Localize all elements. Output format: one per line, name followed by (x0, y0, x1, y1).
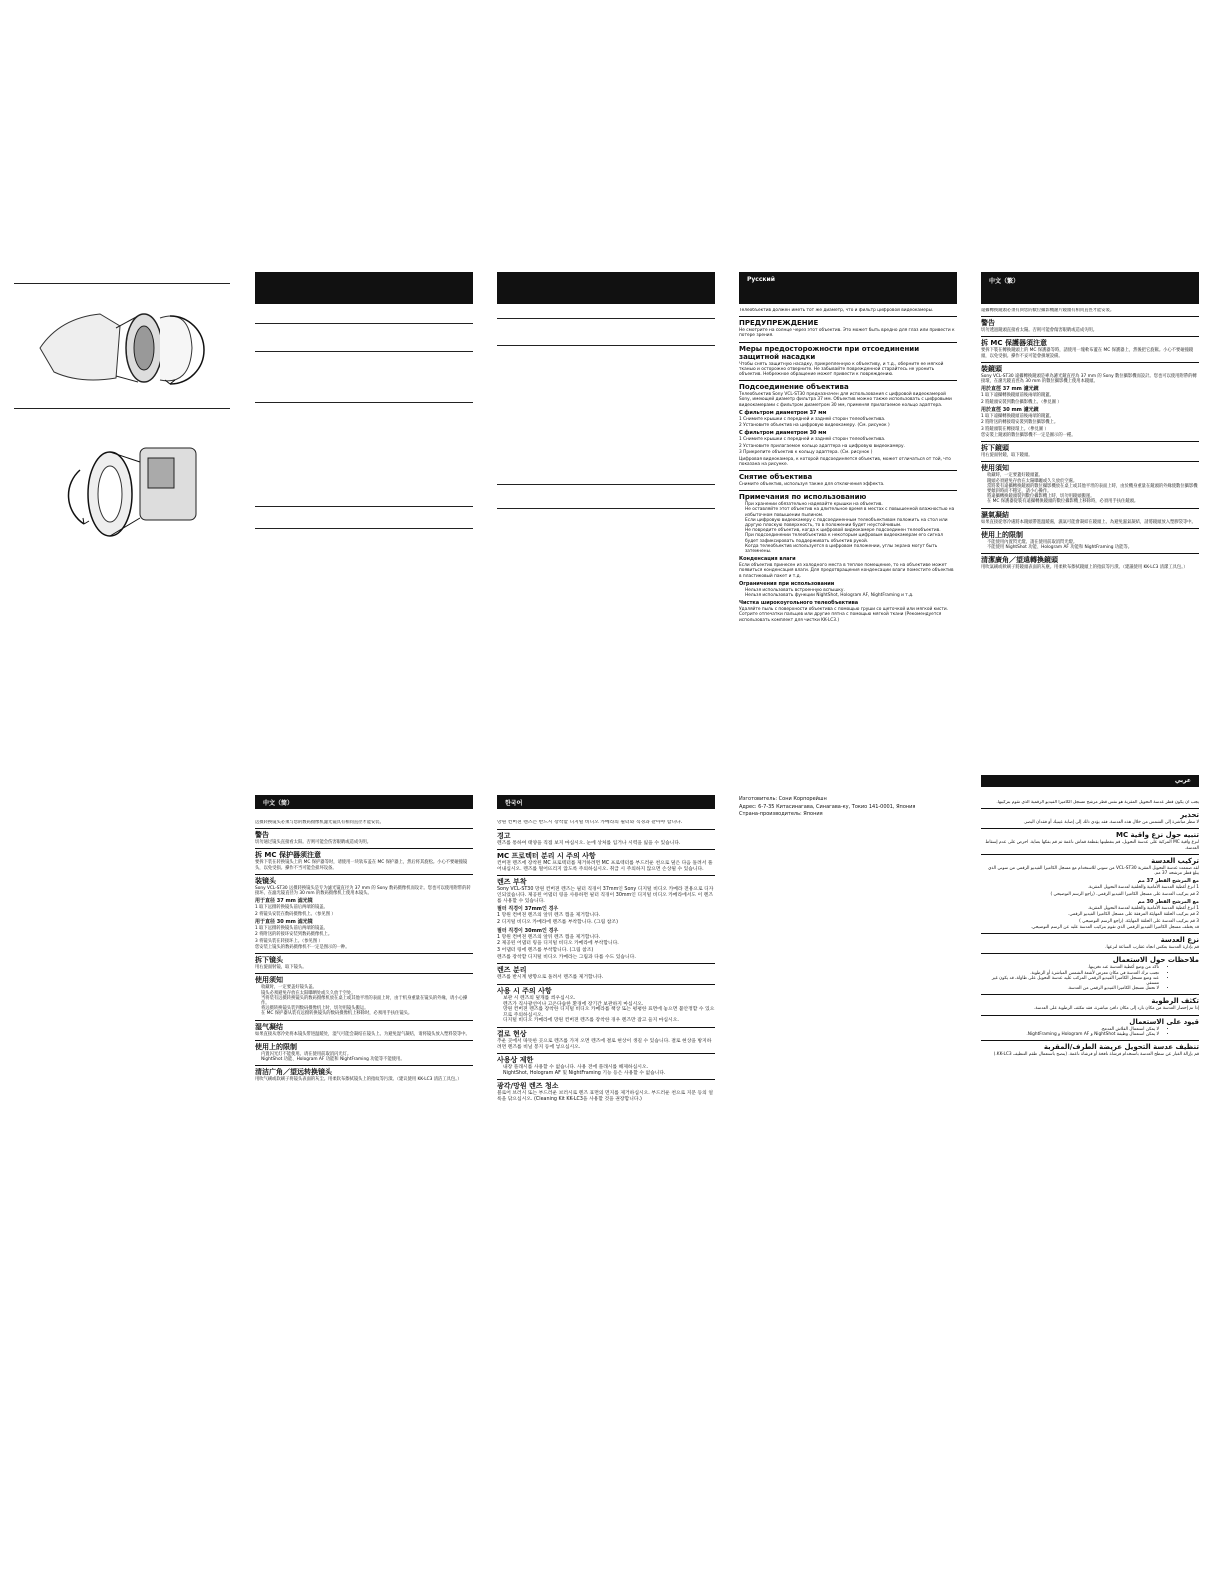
zhtw-limit-title: 使用上的限制 (981, 528, 1199, 539)
zhcn-lang-label: 中文（简） (263, 800, 294, 807)
list-item: • تجنب ترك العدسة في مكان معرض لأشعة الشمس المباشرة أو الرطوبة. (987, 971, 1159, 976)
ru-manufacturer (739, 796, 957, 836)
zhtw-warning-text: 切勿透過鏡頭直接看太陽。否則可能會傷害眼睛或造成失明。 (981, 328, 1098, 334)
ko-lang-label: 한국어 (505, 800, 523, 807)
figure-rule-top (14, 283, 230, 284)
zhcn-f37-step: 2 将镜头安装在数码摄像机上。（参见图 ） (255, 911, 336, 917)
illustration-lens-attach (40, 428, 200, 548)
zhtw-remove-title: 拆下鏡頭 (981, 441, 1199, 452)
ar-notes-list (981, 965, 1199, 991)
zhcn-attach-title: 装镜头 (255, 874, 473, 885)
list-item: • При хранении обязательно надевайте крышки на объектив. (745, 502, 957, 507)
list-item: • Не повредите объектив, когда к цифровой видеокамере подсоединен телеобъектив. (745, 528, 957, 533)
ru-lang-label: Русский (747, 276, 775, 283)
ru-address: Адрес: 6-7-35 Китасинагава, Синагава-ку, Токио 141-0001, Япония (739, 803, 916, 810)
ko-f37-step: 2 디지털 비디오 카메라에 렌즈를 부착합니다. (그림 참조) (497, 919, 618, 925)
zhtw-f37-step: 1 取下遠攝轉換鏡頭前後兩端的鏡蓋。 (981, 393, 1054, 399)
zhcn-notes-list (255, 985, 473, 1016)
zhcn-notes-title: 使用须知 (255, 973, 473, 984)
ar-header (981, 775, 1199, 787)
ko-f30-step: 1 망원 컨버젼 렌즈의 앞뒤 렌즈 캡을 제거합니다. (497, 934, 601, 940)
ru-attach-text: Телеобъектив Sony VCL-ST30 предназначен для использования с цифровой видеокамерой Sony, имеющей диаметр фильтра 37 мм. Объектив можно также использовать с цифровыми видеокамерами с фильтром диаметром 30 мм, применяя прилагаемое кольцо адаптера. (739, 392, 952, 408)
list-item: • تأكد من وضع أغطية العدسة عند تخزينها. (987, 965, 1159, 970)
list-item: • Если цифровую видеокамеру с подсоединенным телеобъективом положить на стол или другую плоскую поверхность, то в положении будет неустойчивым. (745, 518, 957, 528)
ru-f30-step: 1 Снимите крышки с передней и задней сторон телеобъектива. (739, 437, 886, 443)
zhtw-f30-step: 1 取下遠攝轉換鏡頭前後兩端的鏡蓋。 (981, 413, 1054, 419)
ko-f30-step: 3 어댑터 링에 렌즈를 부착합니다. (그림 참조) (497, 948, 594, 954)
figure-rule-mid (14, 408, 230, 409)
ru-intro: Телеобъектив должен иметь тот же диаметр, что и фильтр цифровой видеокамеры. (739, 308, 934, 313)
divider (255, 528, 473, 529)
ko-notes-list (497, 996, 715, 1024)
ru-f30-title: С фильтром диаметром 30 мм (739, 430, 827, 437)
zhtw-mc-text: 要拆下裝在轉換鏡頭上的 MC 保護器等時，請使用一塊軟布蓋在 MC 保護器上，然後把它旋鬆。小心不要碰撞鏡頭，以免受損。操作不妥可能會損壞設備。 (981, 348, 1194, 359)
ru-cond-text: Если объектив принесен из холодного места в теплое помещение, то на объективе может появиться конденсация влаги. Для предотвращения конденсации влаги поместите объектив в пластиковый пакет и т.д. (739, 563, 954, 579)
ko-warning-title: 경고 (497, 829, 715, 840)
divider (255, 351, 473, 352)
divider (255, 323, 473, 324)
ru-attach-title: Подсоединение объектива (739, 380, 957, 391)
list-item: • 将远摄转换镜头装到数码摄像机上时，切勿用镜头搬运。 (261, 1006, 473, 1011)
ko-clean-title: 광각/망원 렌즈 청소 (497, 1079, 715, 1090)
zhtw-warning-title: 警告 (981, 316, 1199, 327)
divider (497, 484, 715, 485)
ko-mc-text: 컨버젼 렌즈에 장착된 MC 프로텍터를 제거하려면 MC 프로텍터를 부드러운 천으로 덮은 다음 돌려서 풀어내십시오. 렌즈를 떨어뜨리지 않도록 주의하십시오. 취급 시 주의하지 않으면 손상될 수 있습니다. (497, 861, 713, 872)
ar-cond-text: إذا تم إحضار العدسة من مكان بارد إلى مكان دافئ مباشرة، فقد تتكثف الرطوبة على العدسة. (1033, 1006, 1199, 1012)
ar-f37-step: 2 قم بتركيب العدسة على مسجل الكاميرا الفيديو الرقمي. (راجع الرسم التوضيحي ) (1050, 891, 1199, 897)
zhcn-cond-title: 湿气凝结 (255, 1020, 473, 1031)
zhcn-clean-title: 清洁广角／望远转换镜头 (255, 1065, 473, 1076)
list-item: • لا يمكن استعمال وظيفة NightShot و Hologram AF و NightFraming. (987, 1032, 1159, 1037)
ko-mc-title: MC 프로텍터 분리 시 주의 사항 (497, 849, 715, 860)
ru-warning-text: Не смотрите на солнце через этот объектив. Это может быть вредно для глаз или привести к потере зрения. (739, 328, 955, 339)
zhtw-clean-title: 清潔廣角／望遠轉換鏡頭 (981, 553, 1199, 564)
list-item: • Когда телеобъектив используется в цифровом положении, углы экрана могут быть затемнены. (745, 544, 957, 554)
ko-attach-text: Sony VCL-ST30 망원 컨버젼 렌즈는 필터 직경이 37mm인 Sony 디지털 비디오 카메라 전용으로 디자인되었습니다. 제공된 어댑터 링을 사용하면 필터 직경이 30mm인 디지털 비디오 카메라에서도 이 렌즈를 사용할 수 있습니다. (497, 887, 714, 904)
ko-f37-step: 1 망원 컨버젼 렌즈의 앞뒤 렌즈 캡을 제거합니다. (497, 913, 601, 919)
zhcn-clean-text: 用吹气刷或软刷子将镜头表面的灰尘。用柔软布擦拭镜头上的指纹等污渍。（建议使用 KK-LC3 清洁工具包。） (255, 1077, 462, 1083)
illustration-lens-cap-removal (20, 288, 220, 400)
ko-warning-text: 렌즈를 통하여 태양을 직접 보지 마십시오. 눈에 상처를 입거나 시력을 잃을 수 있습니다. (497, 840, 681, 846)
ar-attach-text: لقد صممت عدسة التحويل المقربة VCL-ST30 من سوني للاستخدام مع مسجل الكاميرا الفيديو الرقمي من سوني الذي يبلغ قطر مرشحه 37 مم. (988, 865, 1199, 877)
zhcn-f37-title: 用于直径 37 mm 滤光镜 (255, 898, 313, 905)
list-item: • 不能使用內置閃光燈。請在使用前取消閃光燈。 (987, 540, 1199, 545)
zhcn-mc-title: 拆 MC 保护器须注意 (255, 848, 473, 859)
ko-column (497, 820, 715, 1310)
ar-remove-text: قم بإدارة العدسة بعكس اتجاه عقارب الساعة لنزعها. (1105, 945, 1199, 951)
ar-limit-list (981, 1027, 1199, 1037)
ru-limit-list (739, 588, 957, 598)
zhtw-f30-step: 2 將附送的轉接環安裝到數位攝影機上。 (981, 420, 1059, 426)
zhtw-f37-title: 用於直徑 37 mm 濾光鏡 (981, 386, 1039, 393)
zhtw-intro: 遠攝轉換鏡頭必須有與您的數位攝影機濾片鏡頭有相同直徑才能安裝。 (981, 308, 1115, 313)
ru-mc-text: Чтобы снять защитную насадку, прикрепленную к объективу, и т.д., оберните ее мягкой тканью и осторожно отверните. Не забывайте поврежденной старайтесь не уронить объектив. Небрежное обращение может привести к повреждению. (739, 361, 944, 378)
figure-a (20, 288, 220, 400)
ru-mc-title: Меры предосторожности при отсоединении защитной насадки (739, 342, 957, 361)
zhtw-clean-text: 用吹氣刷或軟刷子將鏡頭表面的灰塵。用柔軟布擦拭鏡頭上的指紋等污漬。（建議使用 KK-LC3 清潔工具包。） (981, 565, 1188, 571)
ko-f30-step: 2 제공된 어댑터 링을 디지털 비디오 카메라에 부착합니다. (497, 941, 619, 947)
ar-f30-step: 1 انزع أغطية العدسة الأمامية والخلفية لعدسة التحويل المقربة. (1087, 905, 1199, 911)
list-item: • عند وضع مسجل الكاميرا الفيديو الرقمي المركب عليه عدسة التحويل على طاولة، قد يكون غير مستقر. (987, 976, 1159, 986)
ar-f30-title: مع المرشح القطر 30 مم (1137, 898, 1199, 905)
ru-f30-step: 2 Установите прилагаемое кольцо адаптера на цифровую видеокамеру. (739, 443, 905, 449)
ar-attach-title: تركيب العدسة (981, 854, 1199, 865)
ru-warning-title: ПРЕДУПРЕЖДЕНИЕ (739, 316, 957, 327)
ar-clean-title: تنظيف عدسة التحويل عريضة الطرف/المقربة (981, 1040, 1199, 1051)
list-item: • 當將裝有遠攝轉換鏡頭的數位攝影機放在桌上或其他平坦的表面上時，由於機身重量在鏡頭的外緣使數位攝影機要傾斜時而不穩定，請小心操作。 (987, 484, 1199, 494)
divider (497, 345, 715, 346)
list-item: • 内置闪光灯不能使用。请在使用前取消闪光灯。 (261, 1052, 473, 1057)
ko-figure-note: 렌즈를 장착할 디지털 비디오 카메라는 그림과 다를 수도 있습니다. (497, 954, 636, 960)
ar-cond-title: تكثف الرطوبة (981, 994, 1199, 1005)
ko-remove-text: 렌즈를 반시계 방향으로 돌려서 렌즈를 제거합니다. (497, 975, 604, 981)
divider (255, 506, 473, 507)
zhtw-f37-step: 2 將鏡頭安裝到數位攝影機上。（參見圖 ） (981, 399, 1062, 405)
ko-f37-title: 필터 직경이 37mm인 경우 (497, 906, 559, 913)
ko-clean-text: 블로어 브러시 또는 부드러운 브러시로 렌즈 표면의 먼지를 제거하십시오. 부드러운 천으로 지문 등의 얼룩을 닦으십시오. (Cleaning Kit KK-LC3을 사용할 것을 권장합니다.) (497, 1091, 713, 1102)
list-item: • 보관 시 렌즈의 덮개를 씌우십시오. (503, 996, 715, 1002)
ru-header (739, 272, 957, 304)
ru-remove-text: Снимите объектив, используя также для отключения эффекта. (739, 482, 885, 487)
list-item: • NightShot 功能、Hologram AF 功能和 NightFraming 功能等不能使用。 (261, 1057, 473, 1062)
ar-limit-title: قيود على الاستعمال (981, 1015, 1199, 1026)
ru-clean-title: Чистка широкоугольного телеобъектива (739, 600, 859, 607)
divider (497, 318, 715, 319)
ar-mc-text: لنزع واقية MC المركبة على عدسة التحويل، قم بتغطيتها بقطعة قماش ناعمة ثم قم بفكها بعناية. احرص على عدم إسقاط العدسة. (985, 840, 1199, 851)
list-item: • 在 MC 保護器從裝有遠攝轉換鏡頭的數位攝影機上移除時，必須用手扶住鏡頭。 (987, 499, 1199, 504)
ru-figure-note: Цифровая видеокамера, к которой подсоединяется объектив, может отличаться от той, что показана на рисунке. (739, 456, 951, 467)
zhtw-lang-label: 中文（繁） (989, 278, 1020, 285)
list-item: • 收藏時，一定要蓋好鏡頭蓋。 (987, 473, 1199, 478)
zhtw-remove-text: 用右旋面射鏡，取下鏡頭。 (981, 453, 1033, 459)
ru-clean-text: Удаляйте пыль с поверхности объектива с помощью груши со щеточкой или мягкой кисти. Сотрите отпечатки пальцев или другие пятна с помощью мягкой ткани (Рекомендуется использовать комплект для чистки KK-LC3.) (739, 607, 949, 623)
panel-header-1 (255, 272, 473, 304)
ru-f37-step: 1 Снимите крышки с передней и задней сторон телеобъектива. (739, 416, 886, 422)
ru-maker: Изготовитель: Сони Корпорейшн (739, 796, 827, 802)
zhcn-intro: 远摄转换镜头必须与您的数码摄像机滤光镜具有相同直径才能安装。 (255, 820, 384, 825)
list-item: • Нельзя использовать функции NightShot, Hologram AF, NightFraming и т.д. (745, 593, 957, 598)
zhcn-f37-step: 1 取下远摄转换镜头前后两端的镜盖。 (255, 905, 328, 911)
ar-f37-title: مع المرشح القطر 37 مم (1137, 878, 1199, 885)
zhcn-cond-text: 如果直接从寒冷处将本镜头带进温暖处，湿气可能会凝结在镜头上。为避免湿气凝结，请将镜头放入塑料袋等中。 (255, 1031, 470, 1037)
zhcn-mc-text: 要拆下装在转换镜头上的 MC 保护器等时，请使用一块软布盖在 MC 保护器上，然后将其旋松。小心不要碰撞镜头，以免受损。操作不当可能会损坏设备。 (255, 860, 468, 871)
list-item: • При подсоединении телеобъектива к некоторым цифровым видеокамерам его сигнал будет зафиксировать поддерживать объектив рукой. (745, 533, 957, 543)
list-item: • Нельзя использовать встроенную вспышку. (745, 588, 957, 593)
ko-limit-title: 사용상 제한 (497, 1053, 715, 1064)
list-item: • 렌즈가 직사광선이나 고온다습한 환경에 장기간 보관하지 마십시오. (503, 1002, 715, 1008)
list-item: • 내장 플래시를 사용할 수 없습니다. 사용 전에 플래시를 해제하십시오. (503, 1065, 715, 1071)
ko-attach-title: 렌즈 부착 (497, 875, 715, 886)
ar-figure-note: قد يختلف مسجل الكاميرا الفيديو الرقمي الذي تقوم بتركيب العدسة عليه عن الرسم التوضيحي. (1030, 924, 1199, 930)
zhcn-remove-title: 拆下镜头 (255, 953, 473, 964)
list-item: • 当将装有远摄转换镜头的数码摄像机放在桌上或其他平坦的表面上时，由于机身重量在镜头的外缘，请小心操作。 (261, 996, 473, 1006)
ar-f37-step: 1 انزع أغطية العدسة الأمامية والخلفية لعدسة التحويل المقربة. (1087, 885, 1199, 891)
ar-f30-step: 3 قم بتركيب العدسة على الحلقة المهايئة. (راجع الرسم التوضيحي ) (1079, 918, 1199, 924)
zhcn-attach-text: Sony VCL-ST30 远摄转换镜头是专为滤光镜直径为 37 mm 的 Sony 数码摄像机而设计。您也可以使用附带的转接环，在滤光镜直径为 30 mm 的数码摄像机上使用本镜头。 (255, 885, 471, 897)
list-item: • 將遠攝轉換鏡頭裝到數位攝影機上時，切勿用鏡頭搬運。 (987, 494, 1199, 499)
ar-clean-text: قم بإزالة الغبار عن سطح العدسة باستخدام فرشاة نافخة أو فرشاة ناعمة. (ينصح باستعمال طقم التنظيف KK-LC3.) (993, 1052, 1199, 1058)
zhtw-attach-text: Sony VCL-ST30 遠攝轉換鏡頭是專為濾光鏡直徑為 37 mm 的 Sony 數位攝影機而設計。您也可以使用附帶的轉接環，在濾光鏡直徑為 30 mm 的數位攝影機上使用本鏡頭。 (981, 373, 1197, 385)
ko-cond-text: 추운 곳에서 따뜻한 곳으로 렌즈를 가져 오면 렌즈에 결로 현상이 생길 수 있습니다. 결로 현상을 방지하려면 렌즈를 비닐 봉지 등에 넣으십시오. (497, 1039, 712, 1050)
ar-warning-text: لا تنظر مباشرة إلى الشمس من خلال هذه العدسة. فقد يؤدي ذلك إلى إصابة عينيك أو فقدان البصر. (1023, 820, 1199, 826)
zhcn-f30-step: 1 取下远摄转换镜头前后两端的镜盖。 (255, 925, 328, 931)
zhtw-figure-note: 您安裝上鏡頭的數位攝影機不一定是圖示的一種。 (981, 432, 1076, 438)
ar-notes-title: ملاحظات حول الاستعمال (981, 953, 1199, 964)
divider (255, 402, 473, 403)
zhtw-column (981, 308, 1199, 748)
ko-f30-title: 필터 직경이 30mm인 경우 (497, 927, 559, 934)
ar-mc-title: تنبيه حول نزع واقية MC (981, 828, 1199, 839)
divider (497, 508, 715, 509)
zhcn-warning-title: 警告 (255, 828, 473, 839)
ru-f37-step: 2 Установите объектив на цифровую видеокамеру. (См. рисунок ) (739, 423, 890, 429)
list-item: • 收藏时，一定要盖好镜头盖。 (261, 985, 473, 990)
ru-f30-step: 3 Прикрепите объектив к кольцу адаптера. (См. рисунок ) (739, 450, 873, 456)
ko-intro: 망원 컨버젼 렌즈는 반드시 장착할 디지털 비디오 카메라의 필터와 직경과 같아야 합니다. (497, 820, 683, 825)
list-item: • لا تحمل مسجل الكاميرا الفيديو الرقمي من العدسة. (987, 986, 1159, 991)
list-item: • 镜头必须避免存放在太阳曝晒处或久久放于空处。 (261, 991, 473, 996)
list-item: • لا يمكن استعمال الفلاش المدمج. (987, 1027, 1159, 1032)
list-item: • 망원 컨버젼 렌즈를 장착한 디지털 비디오 카메라를 책상 또는 평평한 표면에 놓으면 불안정할 수 있으므로 주의하십시오. (503, 1007, 715, 1018)
zhcn-column (255, 820, 473, 1270)
ru-notes-list (739, 502, 957, 554)
zhtw-f30-title: 用於直徑 30 mm 濾光鏡 (981, 406, 1039, 413)
zhtw-f30-step: 3 將鏡頭裝在轉接環上。（參見圖 ） (981, 426, 1049, 432)
ar-intro: يجب أن يكون قطر عدسة التحويل المقربة هو نفس قطر مرشح مسجل الكاميرا الفيديو الرقمية الذي تقوم بتركيبها. (996, 800, 1199, 805)
figure-b (40, 428, 200, 548)
ar-column (981, 800, 1199, 1310)
ko-cond-title: 결로 현상 (497, 1027, 715, 1038)
zhtw-cond-title: 濕氣凝結 (981, 508, 1199, 519)
zhtw-notes-title: 使用須知 (981, 461, 1199, 472)
zhcn-f30-title: 用于直径 30 mm 滤光镜 (255, 918, 313, 925)
ko-limit-list (497, 1065, 715, 1076)
zhtw-attach-title: 裝鏡頭 (981, 362, 1199, 373)
ru-limit-title: Ограничения при использовании (739, 580, 835, 587)
zhcn-f30-step: 3 将镜头装在转接环上。（参见图 ） (255, 938, 323, 944)
zhcn-remove-text: 用右旋面射镜，取下镜头。 (255, 965, 307, 971)
ru-column (739, 308, 957, 808)
zhtw-mc-title: 拆 MC 保護器須注意 (981, 336, 1199, 347)
ar-lang-label: عربي (1174, 777, 1191, 784)
ar-warning-title: تحذير (981, 808, 1199, 819)
zhcn-f30-step: 2 将附送的转接环安装到数码摄像机上。 (255, 932, 333, 938)
zhcn-figure-note: 您安装上镜头的数码摄像机不一定是图示的一种。 (255, 944, 350, 950)
zhcn-header (255, 795, 473, 809)
list-item: • 디지털 비디오 카메라에 망원 컨버젼 렌즈를 장착한 경우 렌즈만 잡고 들지 마십시오. (503, 1018, 715, 1024)
zhcn-limit-list (255, 1052, 473, 1062)
ar-remove-title: نزع العدسة (981, 933, 1199, 944)
ru-notes-title: Примечания по использованию (739, 490, 957, 501)
zhtw-header (981, 272, 1199, 304)
ko-notes-title: 사용 시 주의 사항 (497, 984, 715, 995)
zhcn-limit-title: 使用上的限制 (255, 1040, 473, 1051)
list-item: • 不能使用 NightShot 功能、Hologram AF 功能和 NightFraming 功能等。 (987, 545, 1199, 550)
list-item: • NightShot, Hologram AF 및 NightFraming 기능 등은 사용할 수 없습니다. (503, 1071, 715, 1077)
zhtw-notes-list (981, 473, 1199, 504)
list-item: • 在 MC 保护器从装有远摄转换镜头的数码摄像机上移除时，必须用手扶住镜头。 (261, 1011, 473, 1016)
ko-remove-title: 렌즈 분리 (497, 963, 715, 974)
ar-f30-step: 2 قم بتركيب الحلقة المهايئة المرفقة على مسجل الكاميرا الفيديو الرقمي. (1068, 912, 1199, 918)
ru-f37-title: С фильтром диаметром 37 мм (739, 409, 827, 416)
zhtw-limit-list (981, 540, 1199, 550)
ru-cond-title: Конденсация влаги (739, 556, 796, 563)
panel-header-2 (497, 272, 715, 304)
ko-header (497, 795, 715, 809)
zhtw-cond-text: 如果直接從寒冷處將本鏡頭帶進溫暖處，濕氣可能會凝結在鏡頭上。為避免濕氣凝結，請將鏡頭放入塑膠袋等中。 (981, 519, 1196, 525)
ru-remove-title: Снятие объектива (739, 470, 957, 481)
list-item: • 鏡頭必須避免存放在太陽曝曬或久久放於空處。 (987, 479, 1199, 484)
list-item: • Не оставляйте этот объектив на длительное время в местах с повышенной влажностью на избыточном повышении пылином. (745, 507, 957, 517)
zhcn-warning-text: 切勿通过镜头直接看太阳。否则可能会伤害眼睛或造成失明。 (255, 840, 372, 846)
ru-country: Страна-производитель: Япония (739, 811, 823, 818)
